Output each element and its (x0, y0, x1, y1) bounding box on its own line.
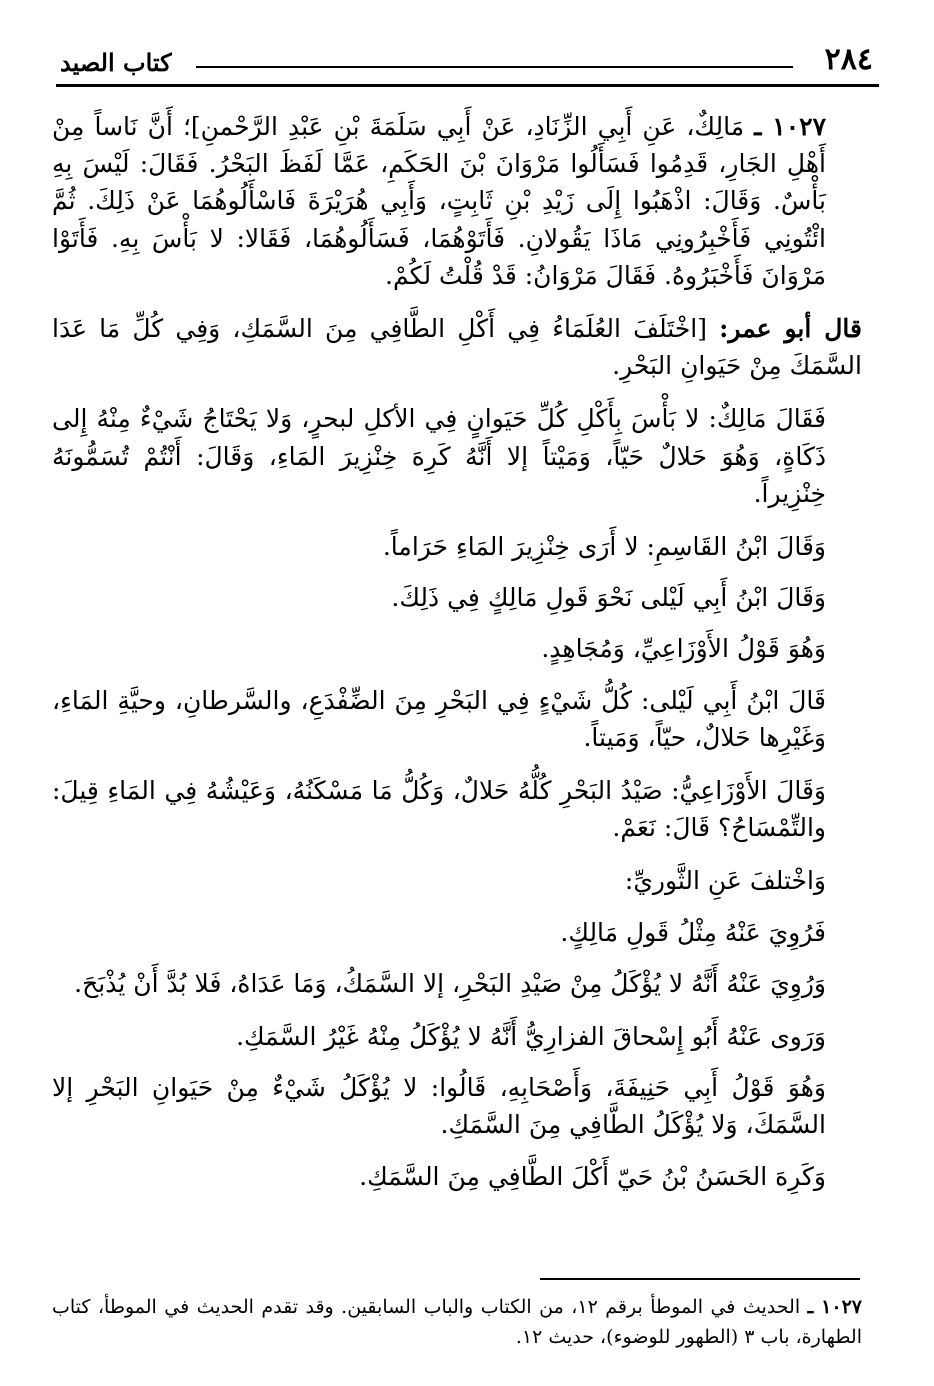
commentary-paragraph: وَقَالَ الأَوْزَاعِيُّ: صَيْدُ البَحْرِ كُلُّهُ حَلالٌ، وَكُلُّ مَا مَسْكَنُهُ، وَعَيْشُهُ فِي المَاءِ قِيلَ: والتِّمْسَاحُ؟ قَالَ: نَعَمْ. (52, 776, 826, 843)
commentary-paragraph (52, 310, 862, 384)
paragraph-text: [اخْتَلَفَ العُلَمَاءُ فِي أَكْلِ الطَّافِي مِنَ السَّمَكِ، وَفِي كُلِّ مَا عَدَا السَّمَكَ مِنْ حَيَوانِ البَحْرِ. (52, 314, 862, 381)
speaker-label: قال أبو عمر: (719, 314, 862, 344)
hadith-paragraph (52, 108, 862, 294)
paragraph-text: مَالِكٌ، عَنِ أَبِي الزِّنَادِ، عَنْ أَبِي سَلَمَةَ بْنِ عَبْدِ الرَّحْمنِ]؛ أَنَّ نَاساً مِنْ أَهْلِ الجَارِ، قَدِمُوا فَسَأَلُوا مَرْوَانَ بْنَ الحَكَمِ، عَمَّا لَفَظَ البَحْرُ. فَقَالَ: لَيْسَ بِهِ بَأْسٌ. وَقَالَ: اذْهَبُوا إِلَى زَيْدِ بْنِ ثَابِتٍ، وَأَبِي هُرَيْرَةَ فَاسْأَلُوهُمَا عَنْ ذَلِكَ. ثُمَّ ائْتُونِي فَأَخْبِرُونِي مَاذَا يَقُولانِ. فَأَتَوْهُمَا، فَسَأَلُوهُمَا، فَقَالا: لا بَأْسَ بِهِ. فَأَتَوْا مَرْوَانَ فَأَخْبَرُوهُ. فَقَالَ مَرْوَانُ: قَدْ قُلْتُ لَكُمْ. (52, 112, 826, 290)
commentary-paragraph: فَقَالَ مَالِكٌ: لا بَأْسَ بِأَكْلِ كُلِّ حَيَوانٍ فِي الأكلِ لبحرٍ، وَلا يَحْتَاجُ شَيْءٌ مِنْهُ إِلى ذَكَاةٍ، وَهُوَ حَلالٌ حَيّاً، وَمَيْتاً إلا أَنَّهُ كَرِهَ خِنْزِيرَ المَاءِ، وَقَالَ: أَنْتُمْ تُسَمُّونَهُ خِنْزِيراً. (52, 404, 826, 508)
book-title: كتاب الصيد (60, 48, 172, 77)
commentary-paragraph: وَرُوِيَ عَنْهُ أَنَّهُ لا يُؤْكَلُ مِنْ صَيْدِ البَحْرِ، إلا السَّمَكُ، وَمَا عَدَاهُ، فَلا بُدَّ أَنْ يُذْبَحَ. (74, 968, 826, 998)
header-underline (56, 84, 879, 87)
footnote-separator (540, 1278, 860, 1280)
commentary-paragraph: وَقَالَ ابْنُ القَاسِمِ: لا أَرَى خِنْزِيرَ المَاءِ حَرَاماً. (382, 532, 826, 562)
commentary-paragraph: وَقَالَ ابْنُ أَبِي لَيْلى نَحْوَ قَولِ مَالِكٍ فِي ذَلِكَ. (391, 583, 826, 613)
hadith-number: ١٠٢٧ ـ (754, 112, 826, 141)
commentary-paragraph: وَاخْتلفَ عَنِ الثَّوريِّ: (624, 866, 826, 896)
footnote-paragraph (52, 1292, 862, 1352)
footnote-text: الحديث في الموطأ برقم ١٢، من الكتاب والباب السابقين. وقد تقدم الحديث في الموطأ، كتاب الطهارة، باب ٣ (الطهور للوضوء)، حديث ١٢. (52, 1296, 862, 1348)
commentary-paragraph: وَرَوى عَنْهُ أَبُو إِسْحاقَ الفزارِيُّ أَنَّهُ لا يُؤْكَلُ مِنْهُ غَيْرُ السَّمَكِ. (236, 1022, 826, 1052)
commentary-paragraph: وَكَرِهَ الحَسَنُ بْنُ حَيّ أَكْلَ الطَّافِي مِنَ السَّمَكِ. (359, 1161, 826, 1191)
commentary-paragraph: وَهُوَ قَوْلُ أَبِي حَنِيفَةَ، وَأَصْحَابِهِ، قَالُوا: لا يُؤْكَلُ شَيْءٌ مِنْ حَيَوانِ البَحْرِ إلا السَّمَكَ، وَلا يُؤْكَلُ الطَّافِي مِنَ السَّمَكِ. (52, 1073, 826, 1140)
footnote (52, 1292, 862, 1352)
header-rule (196, 66, 793, 68)
commentary-paragraph: وَهُوَ قَوْلُ الأَوْزَاعِيِّ، وَمُجَاهِدٍ. (541, 634, 826, 664)
commentary-paragraph: فَرُوِيَ عَنْهُ مِثْلُ قَولِ مَالِكٍ. (560, 917, 826, 947)
running-header (56, 40, 879, 86)
page-number: ٢٨٤ (824, 42, 873, 77)
footnote-number: ١٠٢٧ ـ (807, 1296, 862, 1318)
main-text (52, 108, 862, 1209)
commentary-paragraph: قَالَ ابْنُ أَبِي لَيْلى: كُلُّ شَيْءٍ فِي البَحْرِ مِنَ الضِّفْدَعِ، والسَّرطانِ، وحيَّةِ المَاءِ، وَغَيْرِها حَلالٌ، حيّاً، وَمَيتاً. (52, 685, 826, 752)
